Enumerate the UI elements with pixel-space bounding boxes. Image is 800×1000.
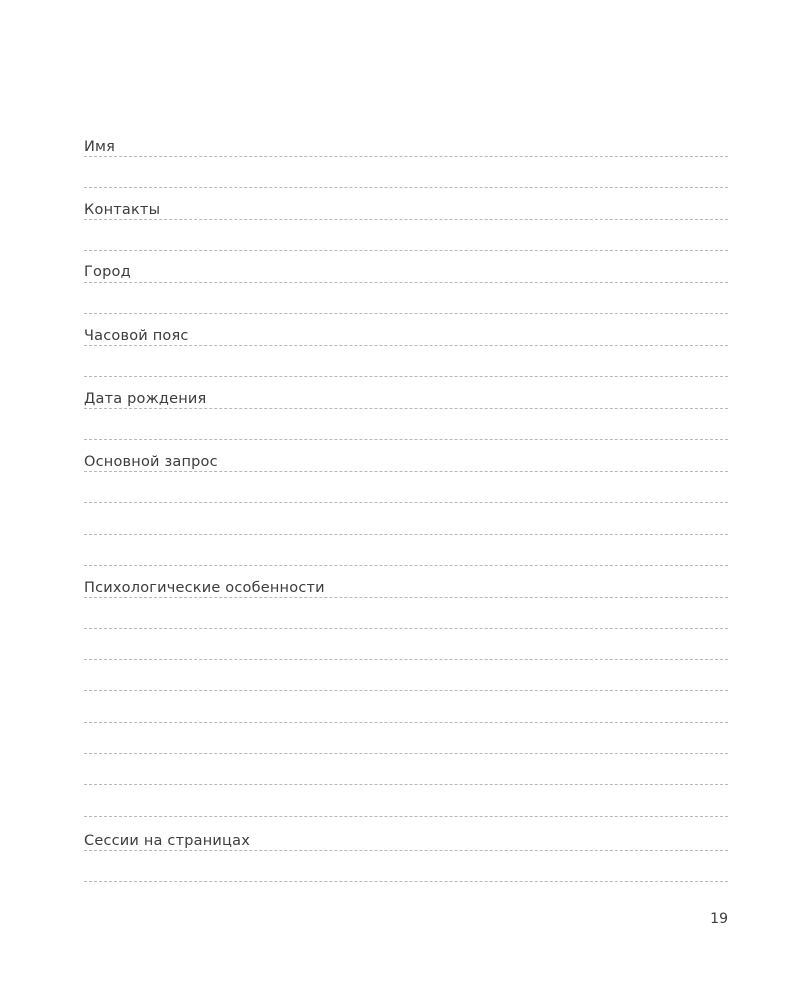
write-line[interactable]: [84, 219, 728, 220]
write-line[interactable]: [84, 345, 728, 346]
write-line[interactable]: [84, 502, 728, 503]
write-line[interactable]: [84, 156, 728, 157]
write-line[interactable]: [84, 722, 728, 723]
label-timezone: Часовой пояс: [84, 328, 189, 344]
write-line[interactable]: [84, 690, 728, 691]
write-line[interactable]: [84, 881, 728, 882]
write-line[interactable]: [84, 439, 728, 440]
write-line[interactable]: [84, 850, 728, 851]
label-psych-features: Психологические особенности: [84, 580, 325, 596]
label-city: Город: [84, 264, 131, 280]
write-line[interactable]: [84, 187, 728, 188]
write-line[interactable]: [84, 784, 728, 785]
write-line[interactable]: [84, 753, 728, 754]
write-line[interactable]: [84, 376, 728, 377]
label-sessions-pages: Сессии на страницах: [84, 833, 250, 849]
write-line[interactable]: [84, 250, 728, 251]
write-line[interactable]: [84, 816, 728, 817]
write-line[interactable]: [84, 313, 728, 314]
label-contacts: Контакты: [84, 202, 161, 218]
write-line[interactable]: [84, 628, 728, 629]
write-line[interactable]: [84, 534, 728, 535]
write-line[interactable]: [84, 565, 728, 566]
label-birth-date: Дата рождения: [84, 391, 207, 407]
write-line[interactable]: [84, 408, 728, 409]
write-line[interactable]: [84, 282, 728, 283]
label-main-request: Основной запрос: [84, 454, 218, 470]
write-line[interactable]: [84, 597, 728, 598]
page-number: 19: [710, 911, 728, 927]
label-name: Имя: [84, 139, 116, 155]
write-line[interactable]: [84, 471, 728, 472]
write-line[interactable]: [84, 659, 728, 660]
